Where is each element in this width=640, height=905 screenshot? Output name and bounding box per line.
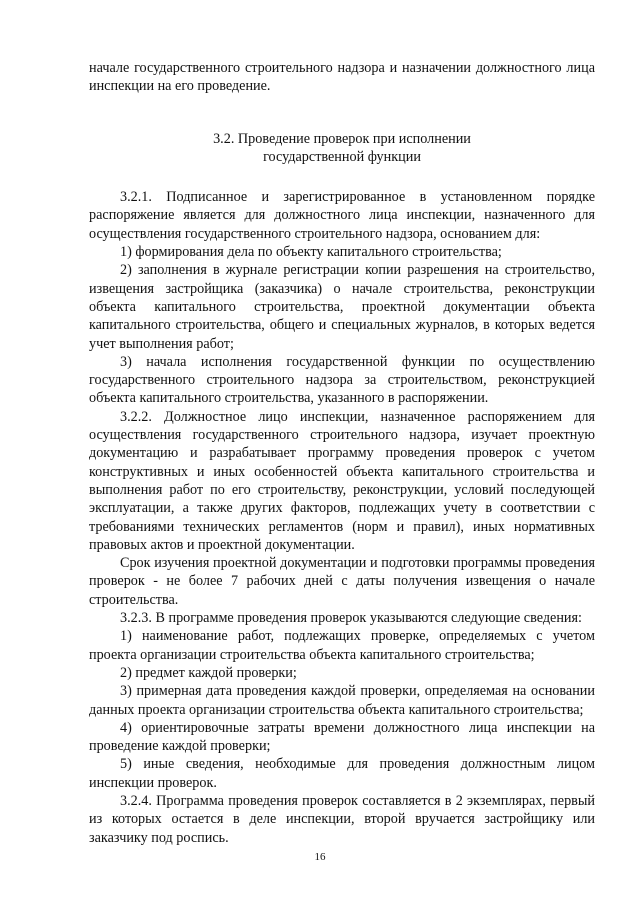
list-item: 2) предмет каждой проверки; [120, 664, 297, 681]
paragraph-3-2-3: 3.2.3. В программе проведения проверок указываются следующие сведения: [120, 610, 582, 627]
list-item: 1) наименование работ, подлежащих проверке, определяемых с учетом проекта организации строительства объекта капитального строительства; [89, 628, 595, 663]
page-body [89, 59, 595, 847]
continuation-paragraph: начале государственного строительного надзора и назначении должностного лица инспекции на его проведение. [89, 60, 595, 95]
list-item: 3) примерная дата проведения каждой проверки, определяемая на основании данных проекта организации строительства объекта капитального строительства; [89, 683, 595, 718]
section-title-line-1: 3.2. Проведение проверок при исполнении [213, 130, 471, 147]
paragraph-3-2-2: 3.2.2. Должностное лицо инспекции, назначенное распоряжением для осуществления государственного строительного надзора, изучает проектную документацию и разрабатывает программу проведения проверок с учетом конструктивных и иных особенностей объекта капитального строительства и выполнения работ по его строительству, реконструкции, условий последующей эксплуатации, а также других факторов, подлежащих учету в соответствии с требованиями технических регламентов (норм и правил), иных нормативных правовых актов и проектной документации. [89, 408, 595, 553]
paragraph-deadline: Срок изучения проектной документации и подготовки программы проведения проверок - не более 7 рабочих дней с даты получения извещения о начале строительства. [89, 555, 595, 608]
page-number: 16 [314, 851, 326, 863]
list-item: 3) начала исполнения государственной функции по осуществлению государственного строительного надзора за строительством, реконструкцией объекта капитального строительства, указанного в распоряжении. [89, 353, 595, 407]
section-heading [89, 130, 595, 167]
list-item: 2) заполнения в журнале регистрации копии разрешения на строительство, извещения застройщика (заказчика) о начале строительства, реконструкции объекта капитального строительства, проектной документации объекта капитального строительства, общего и специальных журналов, в которых ведется учет выполнения работ; [89, 262, 595, 352]
paragraph-3-2-4: 3.2.4. Программа проведения проверок составляется в 2 экземплярах, первый из которых остается в деле инспекции, второй вручается застройщику или заказчику под роспись. [89, 792, 595, 846]
section-title-line-2: государственной функции [263, 148, 421, 165]
list-item: 5) иные сведения, необходимые для проведения должностным лицом инспекции проверок. [89, 756, 595, 791]
list-item: 1) формирования дела по объекту капитального строительства; [120, 244, 502, 261]
paragraph-3-2-1: 3.2.1. Подписанное и зарегистрированное в установленном порядке распоряжение является для должностного лица инспекции, назначенного для осуществления государственного строительного надзора, основанием для: [89, 189, 595, 242]
list-item: 4) ориентировочные затраты времени должностного лица инспекции на проведение каждой проверки; [89, 719, 595, 755]
